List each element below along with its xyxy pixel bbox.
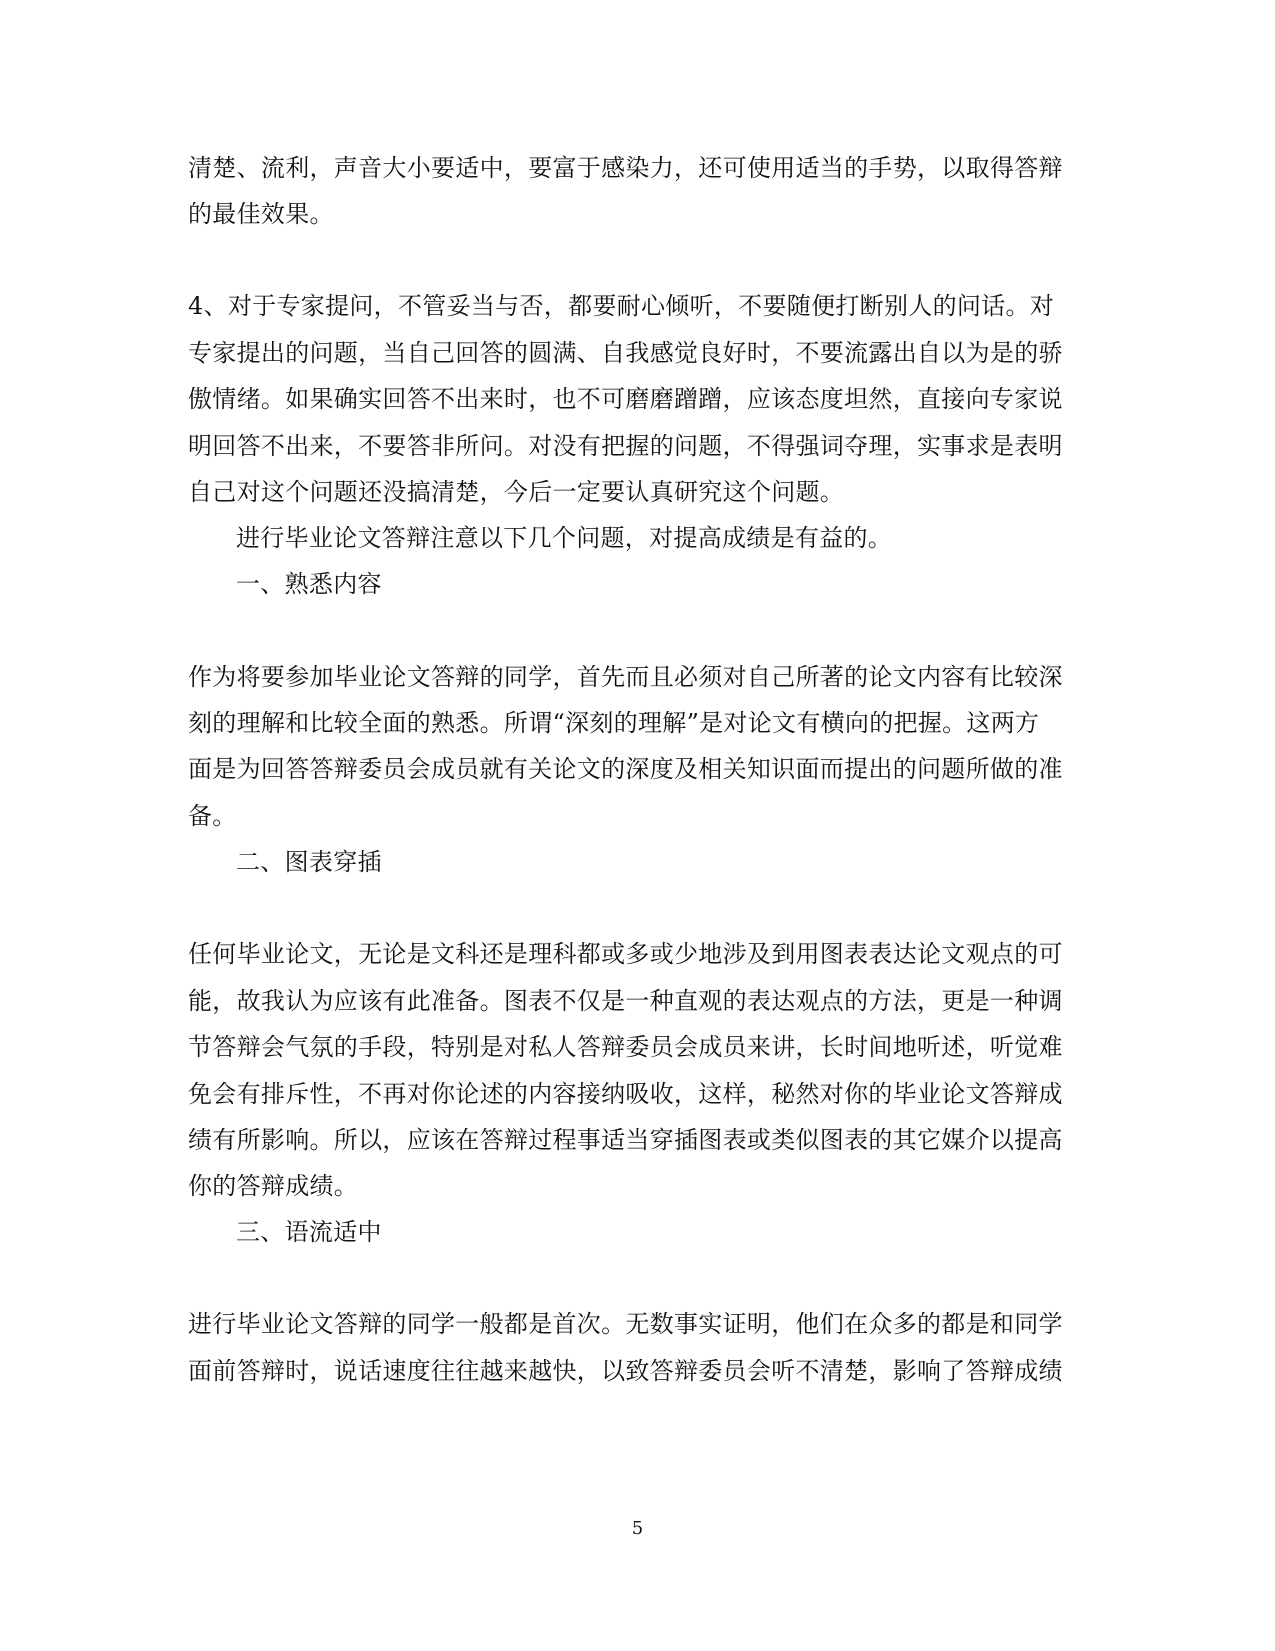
- page-number: 5: [631, 1518, 644, 1539]
- paragraph-line: 节答辩会气氛的手段，特别是对私人答辩委员会成员来讲，长时间地听述，听觉难: [188, 1033, 1063, 1061]
- paragraph-line: 备。: [188, 802, 237, 830]
- paragraph-line: 面前答辩时，说话速度往往越来越快，以致答辩委员会听不清楚，影响了答辩成绩: [188, 1357, 1063, 1385]
- paragraph-line: 明回答不出来，不要答非所问。对没有把握的问题，不得强词夺理，实事求是表明: [188, 432, 1063, 460]
- paragraph-line: 进行毕业论文答辩的同学一般都是首次。无数事实证明，他们在众多的都是和同学: [188, 1310, 1063, 1338]
- paragraph-line: 你的答辩成绩。: [188, 1172, 359, 1200]
- paragraph-line: 面是为回答答辩委员会成员就有关论文的深度及相关知识面而提出的问题所做的准: [188, 755, 1063, 783]
- paragraph-line: 能，故我认为应该有此准备。图表不仅是一种直观的表达观点的方法，更是一种调: [188, 987, 1063, 1015]
- section-heading: 三、语流适中: [236, 1218, 382, 1246]
- paragraph-line: 傲情绪。如果确实回答不出来时，也不可磨磨蹭蹭，应该态度坦然，直接向专家说: [188, 385, 1063, 413]
- paragraph-line: 任何毕业论文，无论是文科还是理科都或多或少地涉及到用图表表达论文观点的可: [188, 940, 1063, 968]
- paragraph-line: 刻的理解和比较全面的熟悉。所谓“深刻的理解”是对论文有横向的把握。这两方: [188, 709, 1040, 737]
- paragraph-line: 专家提出的问题，当自己回答的圆满、自我感觉良好时，不要流露出自以为是的骄: [188, 339, 1063, 367]
- paragraph-line: 自己对这个问题还没搞清楚，今后一定要认真研究这个问题。: [188, 478, 845, 506]
- paragraph-line: 绩有所影响。所以，应该在答辩过程事适当穿插图表或类似图表的其它媒介以提高: [188, 1126, 1063, 1154]
- paragraph-line: 作为将要参加毕业论文答辩的同学，首先而且必须对自己所著的论文内容有比较深: [188, 663, 1063, 691]
- paragraph-line: 4、对于专家提问，不管妥当与否，都要耐心倾听，不要随便打断别人的问话。对: [188, 292, 1055, 320]
- section-heading: 一、熟悉内容: [236, 570, 382, 598]
- paragraph-line: 的最佳效果。: [188, 200, 334, 228]
- paragraph-line: 清楚、流利，声音大小要适中，要富于感染力，还可使用适当的手势，以取得答辩: [188, 154, 1063, 182]
- paragraph-line: 进行毕业论文答辩注意以下几个问题，对提高成绩是有益的。: [236, 524, 893, 552]
- paragraph-line: 免会有排斥性，不再对你论述的内容接纳吸收，这样，秘然对你的毕业论文答辩成: [188, 1080, 1063, 1108]
- section-heading: 二、图表穿插: [236, 848, 382, 876]
